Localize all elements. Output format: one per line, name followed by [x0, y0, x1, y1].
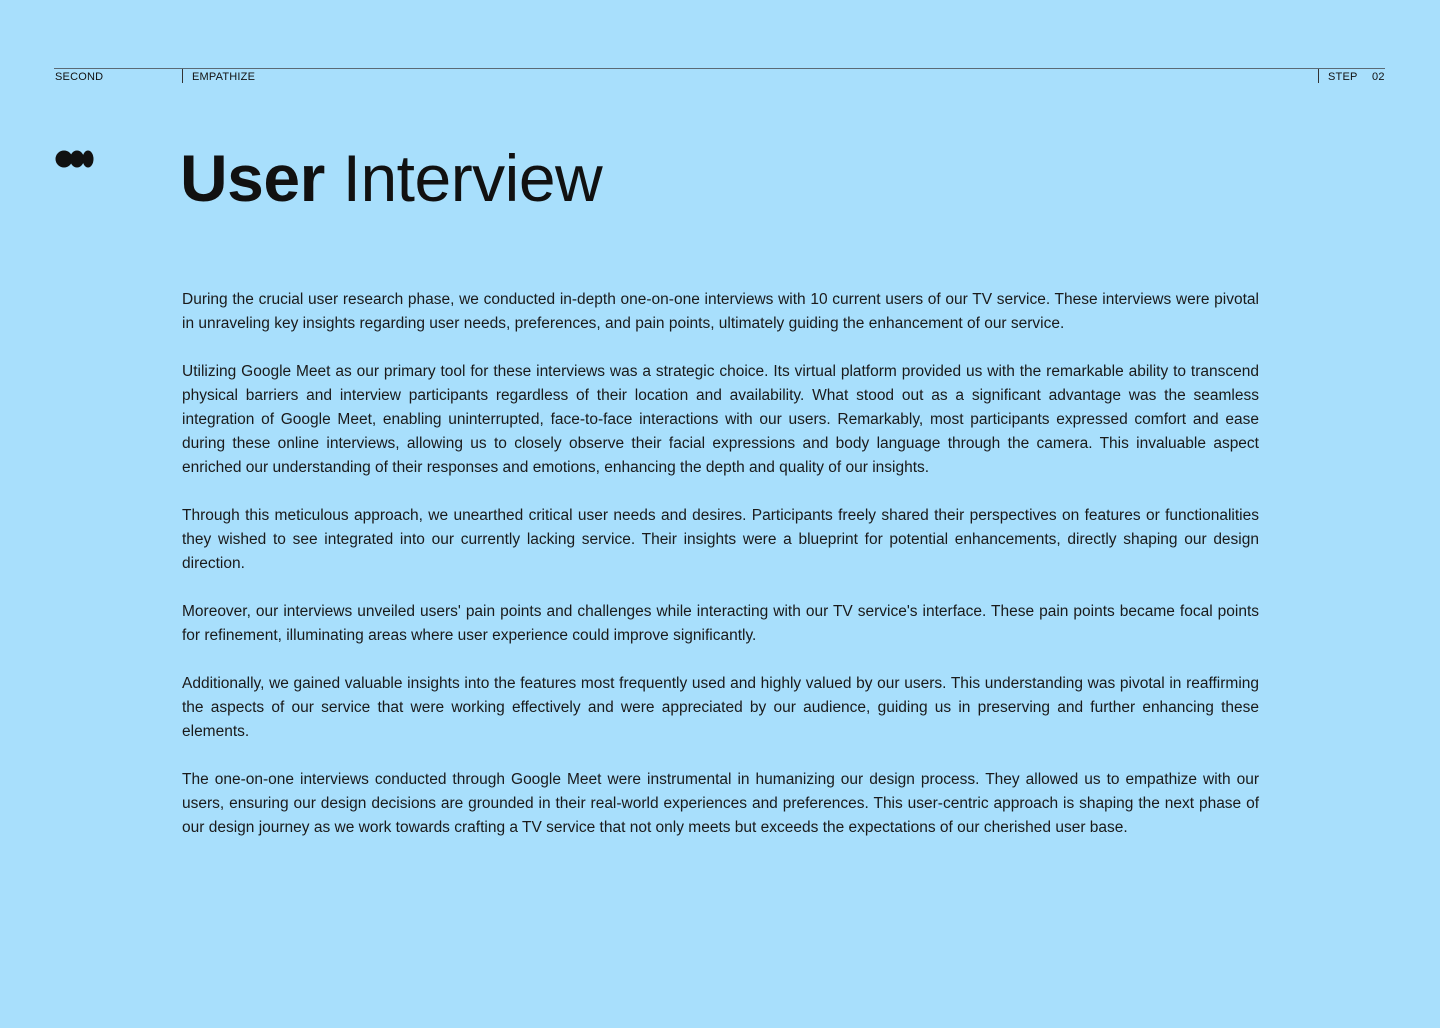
- step-label: STEP: [1328, 71, 1358, 83]
- paragraph: Additionally, we gained valuable insights into the features most frequently used and highly valued by our users. This understanding was pivotal in reaffirming the aspects of our service that were working effectively and were appreciated by our audience, guiding us in preserving and further enhancing these elements.: [182, 675, 1259, 740]
- paragraph: Through this meticulous approach, we unearthed critical user needs and desires. Participants freely shared their perspectives on features or functionalities they wished to see integrated into our currently lacking service. Their insights were a blueprint for potential enhancements, directly shaping our design direction.: [182, 507, 1259, 572]
- page-title: [180, 140, 602, 216]
- page-title-regular: Interview: [324, 141, 603, 215]
- paragraph: Moreover, our interviews unveiled users' pain points and challenges while interacting with our TV service's interface. These pain points became focal points for refinement, illuminating areas where user experience could improve significantly.: [182, 603, 1259, 644]
- header-divider: [54, 68, 1385, 69]
- header-tick-left: [182, 69, 183, 83]
- body-text: [182, 288, 1259, 864]
- phase-label: EMPATHIZE: [192, 71, 256, 83]
- paragraph: The one-on-one interviews conducted through Google Meet were instrumental in humanizing our design process. They allowed us to empathize with our users, ensuring our design decisions are grounded in their real-world experiences and preferences. This user-centric approach is shaping the next phase of our design journey as we work towards crafting a TV service that not only meets but exceeds the expectations of our cherished user base.: [182, 771, 1259, 836]
- header-tick-right: [1318, 69, 1319, 83]
- paragraph: Utilizing Google Meet as our primary tool for these interviews was a strategic choice. Its virtual platform provided us with the remarkable ability to transcend physical barriers and interview participants regardless of their location and availability. What stood out as a significant advantage was the seamless integration of Google Meet, enabling uninterrupted, face-to-face interactions with our users. Remarkably, most participants expressed comfort and ease during these online interviews, allowing us to closely observe their facial expressions and body language through the camera. This invaluable aspect enriched our understanding of their responses and emotions, enhancing the depth and quality of our insights.: [182, 363, 1259, 476]
- section-label: SECOND: [55, 71, 104, 83]
- step-number: 02: [1372, 71, 1385, 83]
- paragraph: During the crucial user research phase, we conducted in-depth one-on-one interviews with 10 current users of our TV service. These interviews were pivotal in unraveling key insights regarding user needs, preferences, and pain points, ultimately guiding the enhancement of our service.: [182, 291, 1259, 332]
- three-dots-logo-icon: [55, 150, 95, 168]
- page-title-bold: User: [180, 141, 325, 215]
